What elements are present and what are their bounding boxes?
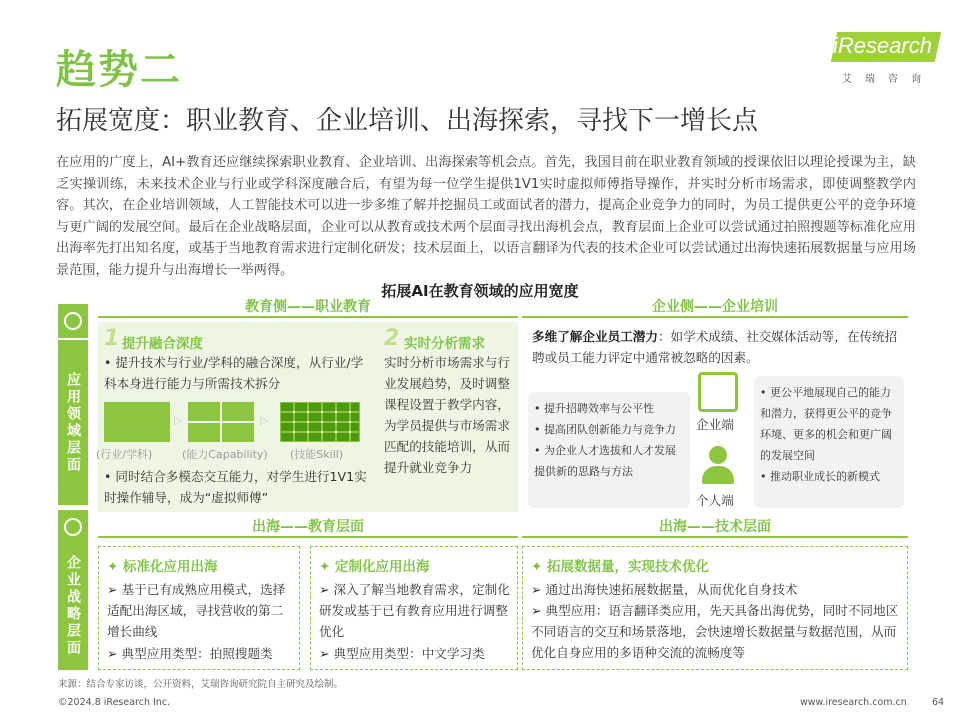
sea-edu-header: 出海——教育层面 (252, 519, 364, 535)
bottom2-title: ✦ 定制化应用出海 (319, 559, 430, 575)
ent-right-list (760, 382, 900, 487)
diagram-title: 拓展AI在教育领域的应用宽度 (381, 282, 579, 300)
ent-right-item: • 推动职业成长的新模式 (760, 470, 880, 483)
capability-blocks: ▷ ▷ (104, 402, 374, 442)
building-icon (698, 372, 738, 412)
label-capability: (能力Capability) (182, 448, 268, 461)
iresearch-logo (820, 32, 938, 86)
ent-left-item: • 提高团队创新能力与竞争力 (534, 423, 676, 436)
bottom-box-custom (310, 546, 518, 670)
bottom-box-standard (98, 546, 300, 670)
target-icon (64, 312, 82, 330)
ent-lead-rest: ：如学术成绩、社交媒体活动等，在传统招聘或员工能力评定中通常被忽略的因素。 (532, 329, 898, 365)
ent-side-line (522, 316, 908, 318)
ent-lead-bold: 多维了解企业员工潜力 (532, 329, 658, 344)
bottom1-b2: ➢ 典型应用类型：拍照搜题类 (107, 646, 273, 661)
logo-text: iResearch (832, 33, 932, 58)
bottom1-title: ✦ 标准化应用出海 (107, 559, 218, 575)
ent-lead (532, 326, 904, 368)
strategy-band-top (58, 510, 88, 544)
ent-left-list (534, 398, 686, 482)
app-band-top (58, 304, 88, 338)
bottom2-b1: ➢ 深入了解当地教育需求，定制化研发或基于已有教育应用进行调整优化 (319, 582, 510, 639)
person-label: 个人端 (696, 493, 734, 508)
box1-title: 提升融合深度 (122, 336, 203, 352)
network-icon (64, 518, 82, 536)
band-strategy: 企业战略层面 (58, 542, 88, 670)
edu-side-line (98, 316, 518, 318)
website: www.iresearch.com.cn (800, 697, 907, 708)
box1-number: 1 (104, 326, 120, 351)
logo-cn: 艾瑞咨询 (842, 74, 934, 85)
copyright: ©2024.8 iResearch Inc. (58, 697, 171, 708)
source-note: 来源：结合专家访谈，公开资料，艾瑞咨询研究院自主研究及绘制。 (58, 679, 344, 690)
box2-number: 2 (384, 326, 400, 351)
sea-edu-line (98, 536, 518, 538)
box1-bullet2: • 同时结合多模态交互能力，对学生进行1V1实时操作辅导，成为“虚拟师傅” (104, 469, 367, 505)
ent-right-item: • 更公平地展现自己的能力和潜力，获得更公平的竞争环境、更多的机会和更广阔的发展空间 (760, 386, 892, 462)
bottom1-b1: ➢ 基于已有成熟应用模式，选择适配出海区域，寻找营收的第二增长曲线 (107, 582, 286, 639)
box1-bullet1: • 提升技术与行业/学科的融合深度，从行业/学科本身进行能力与所需技术拆分 (104, 355, 364, 391)
sea-tech-header: 出海——技术层面 (659, 519, 771, 535)
ent-label: 企业端 (696, 417, 734, 432)
person-icon (702, 446, 734, 484)
page-subtitle: 拓展宽度：职业教育、企业培训、出海探索，寻找下一增长点 (56, 106, 759, 136)
ent-left-item: • 提升招聘效率与公平性 (534, 402, 654, 415)
box2-title: 实时分析需求 (404, 336, 485, 352)
edu-side-header: 教育侧——职业教育 (245, 299, 371, 315)
bottom-box-tech (522, 546, 908, 670)
bottom2-b2: ➢ 典型应用类型：中文学习类 (319, 646, 485, 661)
intro-paragraph: 在应用的广度上，AI+教育还应继续探索职业教育、企业培训、出海探索等机会点。首先，我国目前在职业教育领域的授课依旧以理论授课为主，缺乏实操训练，未来技术企业与行业或学科深度融合后，有望为每一位学生提供1V1实时虚拟师傅指导操作，并实时分析市场需求，即使调整教学内容。其次，在企业培训领域，人工智能技术可以进一步多维了解并挖掘员工或面试者的潜力，提高企业竞争力的同时，为员工提供更公平的竞争环境与更广阔的发展空间。最后在企业战略层面，企业可以从教育或技术两个层面寻找出海机会点，教育层面上企业可以尝试通过拍照搜题等标准化应用出海率先打出知名度，或基于当地教育需求进行定制化研发；技术层面上，以语言翻译为代表的技术企业可以尝试通过出海快速拓展数据量与应用场景范围，能力提升与出海增长一举两得。 (56, 155, 916, 278)
sea-tech-line (522, 536, 908, 538)
bottom3-title: ✦ 拓展数据量，实现技术优化 (531, 559, 710, 575)
page-number: 64 (932, 697, 945, 708)
bottom3-b1: ➢ 通过出海快速拓展数据量，从而优化自身技术 (531, 582, 798, 597)
ent-side-header: 企业侧——企业培训 (652, 299, 778, 315)
label-skill: (技能Skill) (290, 448, 344, 461)
bottom3-b2: ➢ 典型应用：语言翻译类应用，先天具备出海优势，同时不同地区不同语言的交互和场景落地，会快速增长数据量与数据范围，从而优化自身应用的多语种交流的流畅度等 (531, 603, 899, 660)
ent-left-item: • 为企业人才选拔和人才发展提供新的思路与方法 (534, 444, 676, 478)
label-industry: (行业/学科) (96, 448, 153, 461)
band-application: 应用领域层面 (58, 340, 88, 505)
page-title: 趋势二 (56, 47, 182, 93)
box2-text: 实时分析市场需求与行业发展趋势，及时调整课程设置于教学内容，为学员提供与市场需求匹配的技能培训，从而提升就业竞争力 (384, 355, 510, 475)
